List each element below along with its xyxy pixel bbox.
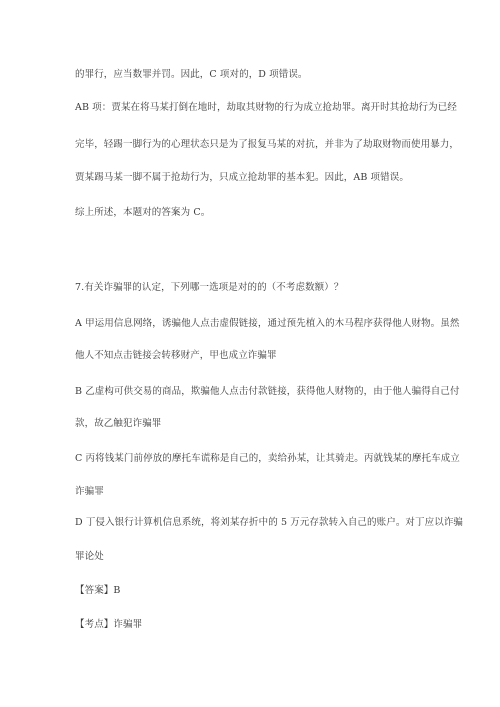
text-line-conclusion: 综上所述，本题对的答案为 C。 — [75, 207, 211, 218]
option-b-line-2: 款，故乙触犯诈骗罪 — [75, 418, 162, 429]
text-line-ab-analysis-3: 贾某踢马某一脚不属于抢劫行为，只成立抢劫罪的基本犯。因此，AB 项错误。 — [75, 172, 409, 183]
question-7-title: 7.有关诈骗罪的认定，下列哪一选项是对的的（不考虑数额）？ — [75, 282, 344, 293]
option-a-line-1: A 甲运用信息网络，诱骗他人点击虚假链接，通过预先植入的木马程序获得他人财物。虽然 — [75, 318, 460, 329]
option-b-line-1: B 乙虚构可供交易的商品，欺骗他人点击付款链接，获得他人财物的，由于他人骗得自己付 — [75, 386, 460, 397]
option-d-line-1: D 丁侵入银行计算机信息系统，将刘某存折中的 5 万元存款转入自己的账户。对丁应以诈骗 — [75, 517, 464, 528]
option-a-line-2: 他人不知点击链接会转移财产，甲也成立诈骗罪 — [75, 350, 277, 361]
text-line-ab-analysis-2: 完毕，轻踢一脚行为的心理状态只是为了报复马某的对抗，并非为了劫取财物而使用暴力， — [75, 139, 460, 150]
answer-line: 【答案】B — [75, 585, 121, 596]
option-c-line-1: C 丙将钱某门前停放的摩托车谎称是自己的，卖给孙某，让其骑走。丙就钱某的摩托车成立 — [75, 453, 460, 464]
text-line-ab-analysis-1: AB 项：贾某在将马某打倒在地时，劫取其财物的行为成立抢劫罪。离开时其抢劫行为已经 — [75, 102, 457, 113]
option-d-line-2: 罪论处 — [75, 551, 104, 562]
topic-line: 【考点】诈骗罪 — [75, 619, 143, 630]
text-line-continuation: 的罪行，应当数罪并罚。因此，C 项对的，D 项错误。 — [75, 69, 308, 80]
option-c-line-2: 诈骗罪 — [75, 486, 104, 497]
